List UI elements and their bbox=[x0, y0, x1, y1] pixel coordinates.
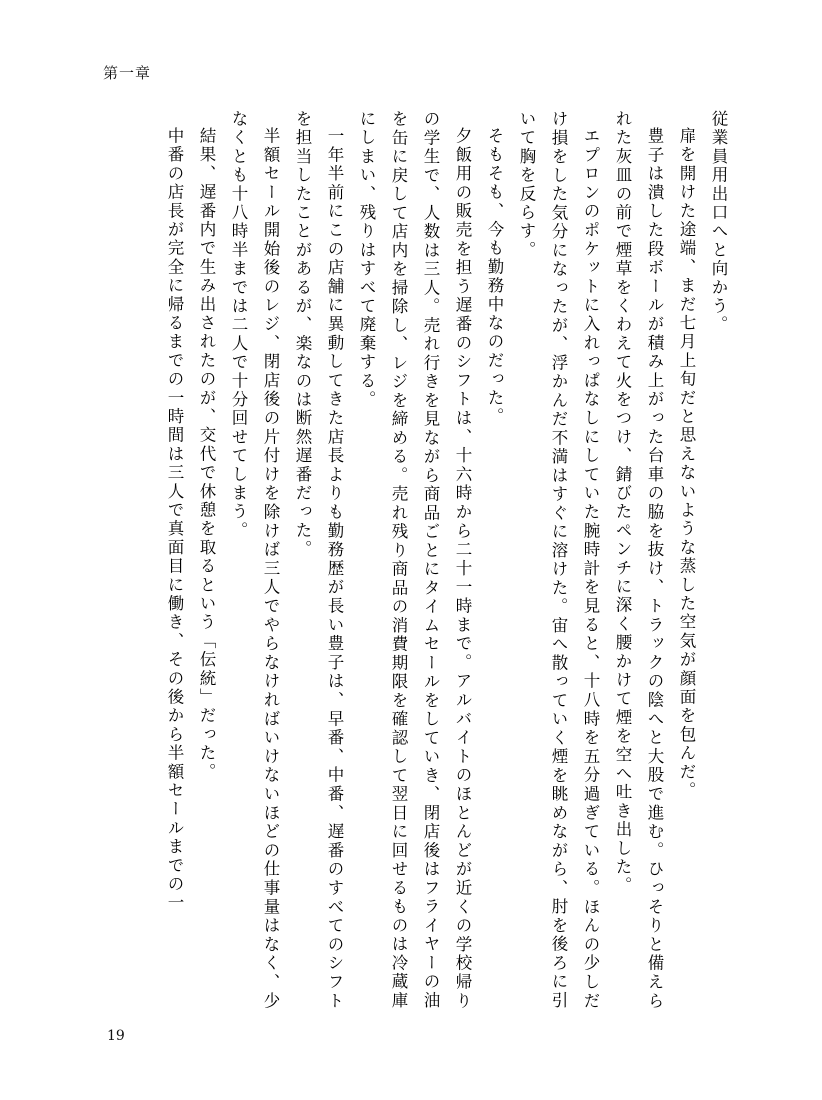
paragraph: 中番の店長が完全に帰るまでの一時間は三人で真面目に働き、その後から半額セールまでの一 bbox=[165, 126, 184, 912]
paragraph: 豊子は潰した段ボールが積み上がった台車の脇を抜け、トラックの陰へと大股で進む。ひっそりと備えられた灰皿の前で煙草をくわえて火をつけ、錆びたペンチに深く腰かけて煙を空へ吐き出した。 bbox=[613, 110, 664, 1010]
paragraph: 夕飯用の販売を担う遅番のシフトは、十六時から二十一時まで。アルバイトのほとんどが近くの学校帰りの学生で、人数は三人。売れ行きを見ながら商品ごとにタイムセールをしていき、閉店後はフライヤーの油を缶に戻して店内を掃除し、レジを締める。売れ残り商品の消費期限を確認して翌日に回せるものは冷蔵庫にしまい、残りはすべて廃棄する。 bbox=[357, 110, 472, 1010]
paragraph: 扉を開けた途端、まだ七月上旬だと思えないような蒸した空気が顔面を包んだ。 bbox=[677, 126, 696, 800]
paragraph: 結果、遅番内で生み出されたのが、交代で休憩を取るという「伝統」だった。 bbox=[197, 126, 216, 781]
paragraph: そもそも、今も勤務中なのだった。 bbox=[485, 126, 504, 426]
body-text-block bbox=[114, 110, 734, 1010]
paragraph: 半額セール開始後のレジ、閉店後の片付けを除けば三人でやらなければいけないほどの仕事量はなく、少なくとも十八時半までは二人で十分回せてしまう。 bbox=[229, 110, 280, 1010]
chapter-header: 第一章 bbox=[103, 64, 152, 82]
paragraph: 従業員用出口へと向かう。 bbox=[709, 110, 728, 335]
paragraph: エプロンのポケットに入れっぱなしにしていた腕時計を見ると、十八時を五分過ぎている。ほんの少しだけ損をした気分になったが、浮かんだ不満はすぐに溶けた。宙へ散っていく煙を眺めながら、肘を後ろに引いて胸を反らす。 bbox=[517, 110, 600, 1010]
paragraph: 一年半前にこの店舗に異動してきた店長よりも勤務歴が長い豊子は、早番、中番、遅番のすべてのシフトを担当したことがあるが、楽なのは断然遅番だった。 bbox=[293, 110, 344, 1010]
page-number: 19 bbox=[107, 1028, 125, 1044]
